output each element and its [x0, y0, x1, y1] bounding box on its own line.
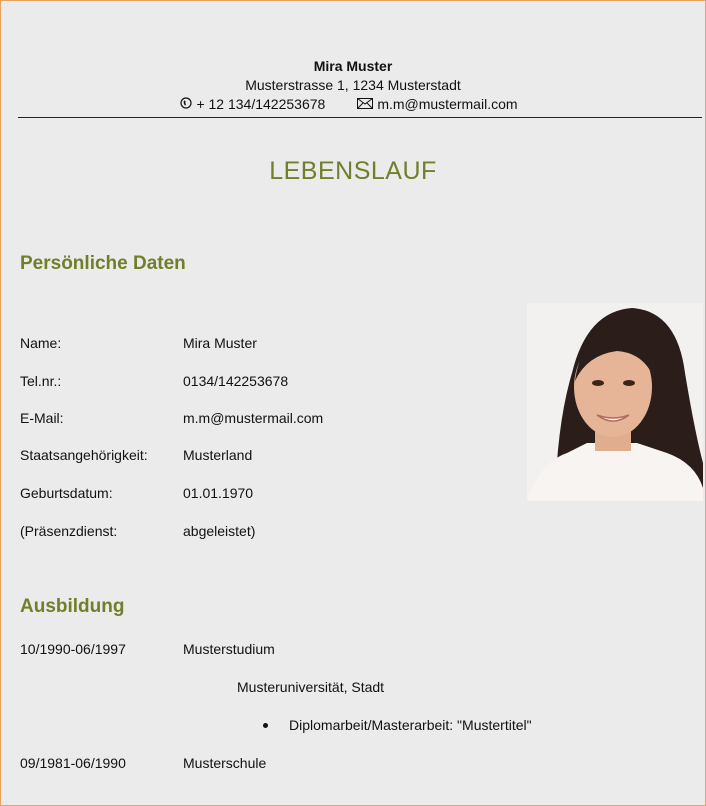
profile-photo [527, 303, 703, 501]
row-value: 0134/142253678 [183, 373, 289, 389]
row-value: Mira Muster [183, 335, 257, 351]
row-label: (Präsenzdienst: [20, 523, 118, 539]
header-contact [0, 95, 705, 114]
row-label: Tel.nr.: [20, 373, 62, 389]
entry-title: Musterstudium [183, 641, 275, 657]
entry-period: 09/1981-06/1990 [20, 755, 126, 771]
header-email [357, 95, 517, 114]
row-value: 01.01.1970 [183, 485, 254, 501]
row-label: Geburtsdatum: [20, 485, 113, 501]
entry-bullet [263, 717, 532, 733]
bullet-icon [263, 723, 268, 728]
document-title: LEBENSLAUF [269, 157, 437, 185]
header-phone-text: + 12 134/142253678 [196, 96, 326, 112]
header-name: Mira Muster [313, 58, 393, 74]
row-label: Staatsangehörigkeit: [20, 447, 148, 463]
row-value: abgeleistet) [183, 523, 256, 539]
entry-period: 10/1990-06/1997 [20, 641, 126, 657]
row-label: Name: [20, 335, 62, 351]
header-email-text: m.m@mustermail.com [377, 96, 518, 112]
section-heading-education: Ausbildung [20, 596, 125, 617]
row-label: E-Mail: [20, 410, 64, 426]
row-value: Musterland [183, 447, 253, 463]
header-address: Musterstrasse 1, 1234 Musterstadt [245, 77, 461, 93]
header-divider [18, 117, 702, 118]
phone-icon [180, 95, 192, 114]
entry-place: Musteruniversität, Stadt [237, 679, 385, 695]
cv-header [1, 57, 705, 114]
envelope-icon [357, 95, 373, 114]
row-value: m.m@mustermail.com [183, 410, 324, 426]
entry-title: Musterschule [183, 755, 267, 771]
entry-bullet-text: Diplomarbeit/Masterarbeit: "Mustertitel" [289, 717, 532, 733]
section-heading-personal: Persönliche Daten [20, 253, 186, 274]
header-phone [180, 95, 325, 114]
